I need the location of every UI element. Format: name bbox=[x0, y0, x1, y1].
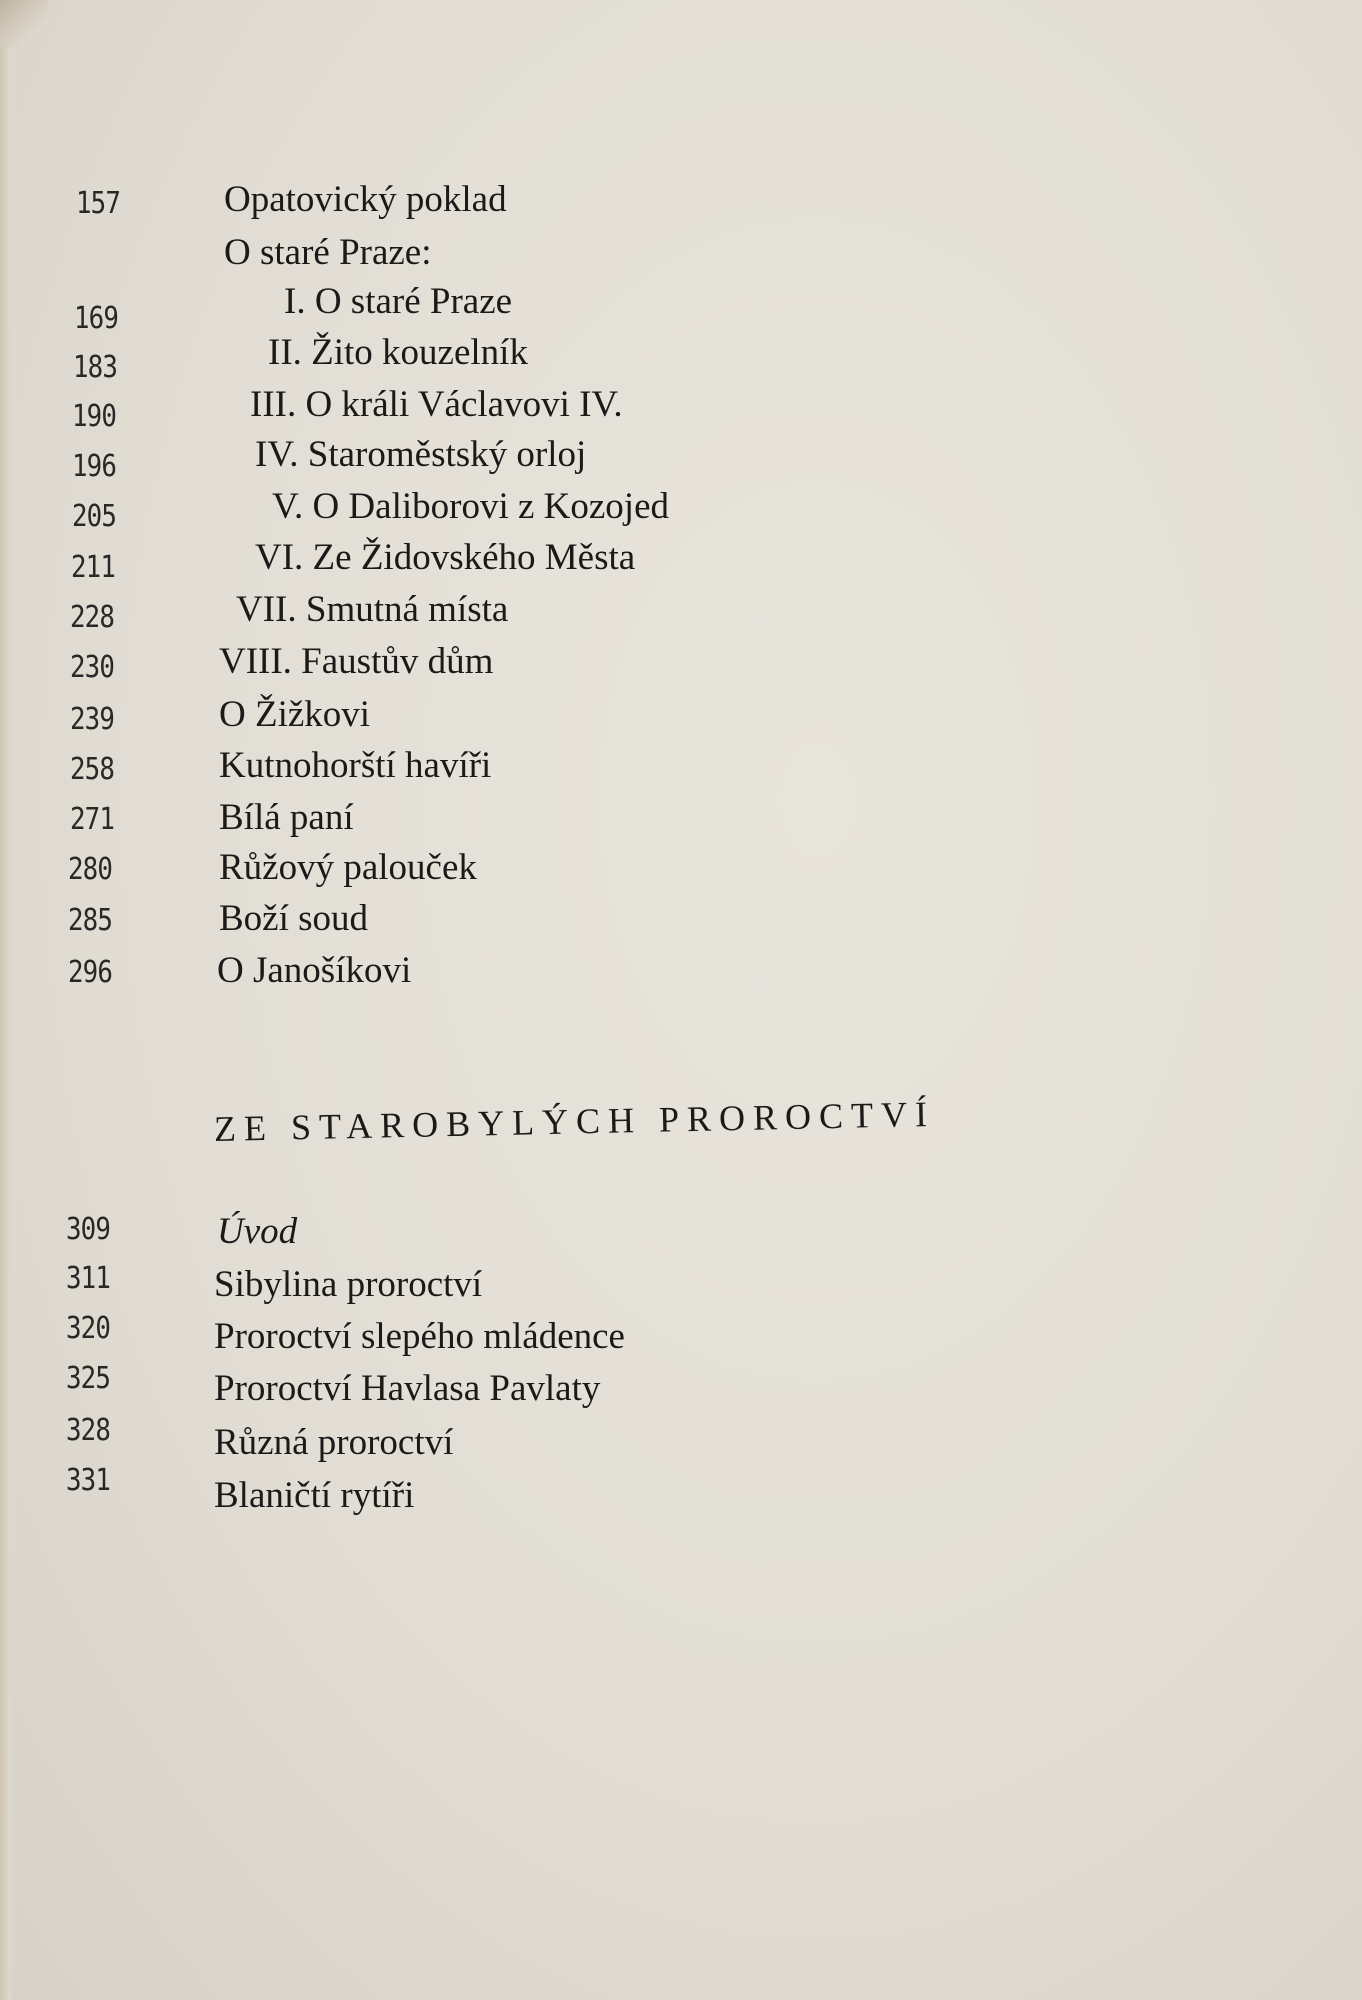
entry-title: III. O králi Václavovi IV. bbox=[250, 384, 623, 425]
page-number: 230 bbox=[70, 650, 115, 685]
entry-title: Proroctví slepého mládence bbox=[214, 1316, 625, 1357]
entry-title: Růžový palouček bbox=[219, 847, 477, 888]
entry-title: Proroctví Havlasa Pavlaty bbox=[214, 1368, 601, 1409]
page-number: 309 bbox=[66, 1212, 111, 1247]
entry-title: Opatovický poklad bbox=[224, 179, 507, 220]
page-number: 228 bbox=[70, 600, 115, 635]
entry-title: V. O Daliborovi z Kozojed bbox=[272, 486, 669, 527]
entry-title: Bílá paní bbox=[219, 797, 354, 838]
entry-title: Sibylina proroctví bbox=[214, 1264, 483, 1305]
page-number: 239 bbox=[70, 702, 115, 737]
page-number: 328 bbox=[66, 1413, 111, 1448]
page-number: 325 bbox=[66, 1361, 111, 1396]
entry-title: Kutnohorští havíři bbox=[219, 745, 492, 786]
entry-title: VII. Smutná místa bbox=[236, 589, 509, 630]
page-number: 271 bbox=[70, 802, 115, 837]
entry-title: IV. Staroměstský orloj bbox=[255, 434, 587, 475]
entry-title: VI. Ze Židovského Města bbox=[255, 537, 636, 578]
entry-title: Různá proroctví bbox=[214, 1422, 454, 1463]
page-number: 258 bbox=[70, 752, 115, 787]
page-number: 320 bbox=[66, 1311, 111, 1346]
page-number: 331 bbox=[66, 1463, 111, 1498]
page-number: 183 bbox=[73, 350, 118, 385]
entry-title: O staré Praze: bbox=[224, 232, 432, 273]
entry-title: Blaničtí rytíři bbox=[214, 1475, 415, 1516]
page-number: 311 bbox=[66, 1261, 111, 1296]
page-number: 296 bbox=[68, 955, 113, 990]
page-number: 196 bbox=[72, 449, 117, 484]
page-number: 190 bbox=[72, 399, 117, 434]
section-heading: ZE STAROBYLÝCH PROROCTVÍ bbox=[213, 1093, 936, 1149]
page-spine-edge bbox=[0, 0, 14, 2000]
page-number: 169 bbox=[74, 301, 119, 336]
entry-title: O Janošíkovi bbox=[217, 950, 412, 991]
page-number: 157 bbox=[76, 186, 121, 221]
entry-title: VIII. Faustův dům bbox=[219, 641, 494, 682]
entry-title: Boží soud bbox=[219, 898, 369, 939]
page-number: 280 bbox=[68, 852, 113, 887]
entry-title: O Žižkovi bbox=[219, 694, 371, 735]
page-number: 211 bbox=[71, 550, 116, 585]
entry-title: Úvod bbox=[217, 1211, 298, 1252]
entry-title: II. Žito kouzelník bbox=[268, 332, 528, 373]
page-number: 205 bbox=[72, 499, 117, 534]
entry-title: I. O staré Praze bbox=[284, 281, 513, 322]
page-corner-fold bbox=[0, 0, 48, 48]
page-number: 285 bbox=[68, 903, 113, 938]
